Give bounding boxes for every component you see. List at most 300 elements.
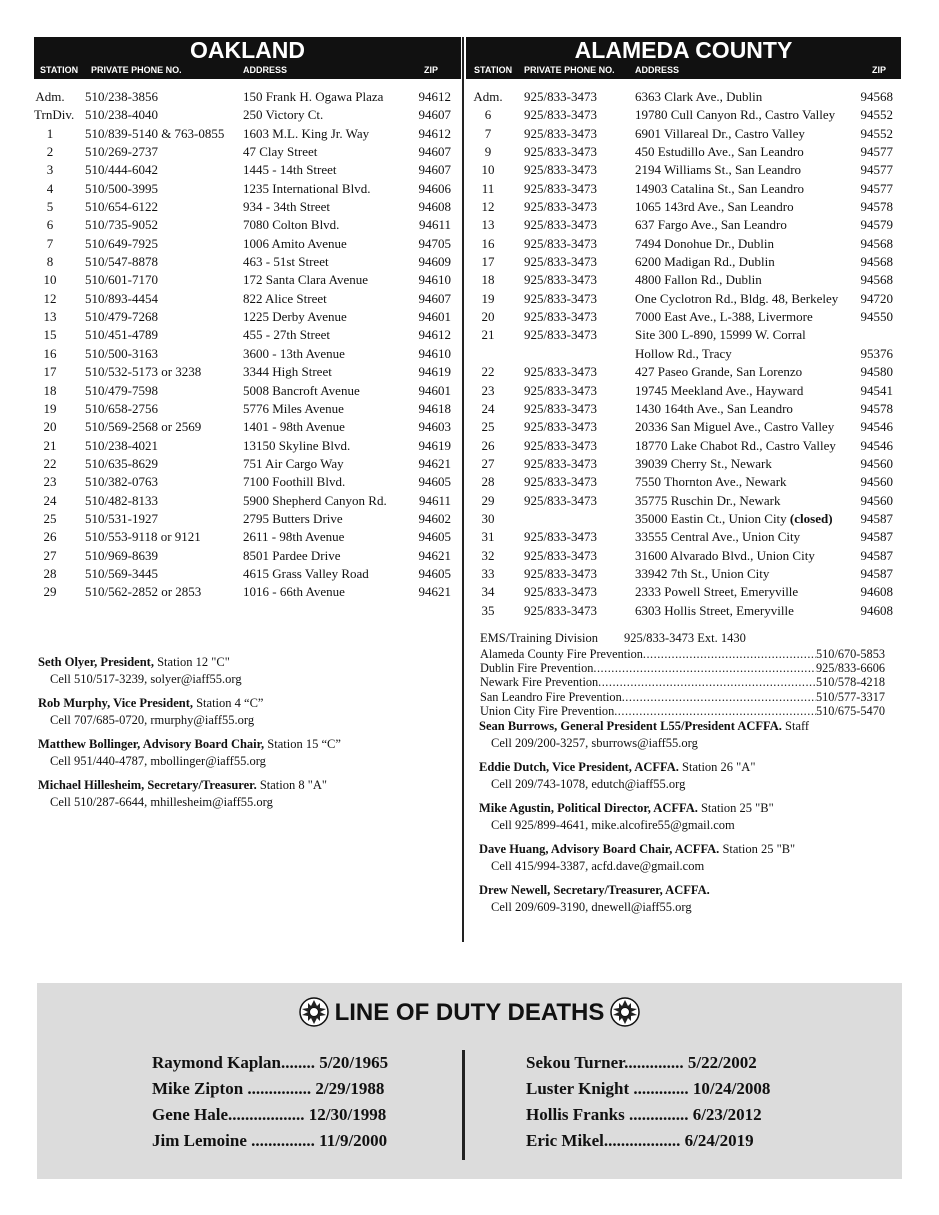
station-phone: 925/833-3473 <box>524 180 597 196</box>
fire-prevention-name: Union City Fire Prevention <box>480 703 615 718</box>
officer-name: Drew Newell, Secretary/Treasurer, ACFFA. <box>479 883 710 897</box>
address-text: 7550 Thornton Ave., Newark <box>635 474 787 490</box>
station-phone: 925/833-3473 <box>524 272 597 288</box>
oakland-officers <box>38 654 458 818</box>
station-address <box>243 180 370 198</box>
station-zip: 94705 <box>418 235 451 251</box>
station-address <box>635 290 838 308</box>
station-phone: 925/833-3473 <box>524 547 597 563</box>
station-number: 5 <box>46 199 54 215</box>
station-number: Adm. <box>473 89 503 104</box>
address-text: 5900 Shepherd Canyon Rd. <box>243 492 387 508</box>
oakland-col-address: ADDRESS <box>243 65 288 75</box>
station-number: TrnDiv. <box>34 107 75 123</box>
table-row <box>34 473 461 491</box>
officer-station: Station 25 "B" <box>697 801 774 815</box>
fire-prevention-phone: 510/670-5853 <box>816 647 885 661</box>
station-number: 12 <box>481 199 495 215</box>
table-row <box>34 235 461 253</box>
station-number: 16 <box>43 345 57 361</box>
lodd-entry: Jim Lemoine ............... 11/9/2000 <box>152 1131 388 1150</box>
alameda-station-table <box>466 88 901 620</box>
leader-dots <box>643 647 816 661</box>
table-row <box>34 510 461 528</box>
station-phone: 510/658-2756 <box>85 400 158 416</box>
address-text: 1235 International Blvd. <box>243 180 371 196</box>
station-zip: 94610 <box>418 272 451 288</box>
table-row <box>34 400 461 418</box>
lodd-entry: Luster Knight ............. 10/24/2008 <box>526 1079 771 1098</box>
address-text: 2795 Butters Drive <box>243 510 343 526</box>
station-phone: 925/833-3473 <box>524 107 597 123</box>
lodd-list-left <box>152 1050 388 1154</box>
station-number: 28 <box>481 474 495 490</box>
station-address <box>243 473 345 491</box>
lodd-entry: Sekou Turner.............. 5/22/2002 <box>526 1053 757 1072</box>
station-number: 33 <box>481 565 495 581</box>
table-row <box>466 161 901 179</box>
ems-label: EMS/Training Division <box>480 631 598 645</box>
station-address <box>243 547 340 565</box>
station-number: 16 <box>481 235 495 251</box>
station-number: 23 <box>481 382 495 398</box>
station-number: 27 <box>481 455 495 471</box>
station-phone: 510/969-8639 <box>85 547 158 563</box>
fire-prevention-list <box>480 647 885 718</box>
station-zip: 94587 <box>860 510 893 526</box>
station-number: 3 <box>46 162 54 178</box>
station-phone: 510/562-2852 or 2853 <box>85 584 202 600</box>
station-number: 13 <box>43 309 57 325</box>
station-address <box>635 106 835 124</box>
address-text: 19780 Cull Canyon Rd., Castro Valley <box>635 107 836 123</box>
station-address <box>243 418 345 436</box>
station-number: 21 <box>481 327 495 343</box>
station-address <box>635 583 798 601</box>
fire-prevention-row <box>480 647 885 661</box>
station-phone: 510/654-6122 <box>85 199 158 215</box>
address-text: 19745 Meekland Ave., Hayward <box>635 382 804 398</box>
oakland-header <box>34 37 461 79</box>
station-number: 18 <box>43 382 57 398</box>
station-number: 11 <box>481 180 495 196</box>
table-row <box>466 106 901 124</box>
station-phone: 510/553-9118 or 9121 <box>85 529 201 545</box>
station-phone: 925/833-3473 <box>524 364 597 380</box>
officer-contact: Cell 415/994-3387, acfd.dave@gmail.com <box>491 859 705 873</box>
officer-station: Staff <box>781 719 810 733</box>
table-row <box>34 547 461 565</box>
station-zip: 94608 <box>860 584 893 600</box>
column-divider <box>462 37 464 942</box>
station-address <box>635 180 804 198</box>
station-number: 13 <box>481 217 495 233</box>
address-text: 35775 Ruschin Dr., Newark <box>635 492 781 508</box>
station-zip: 94607 <box>418 290 451 306</box>
station-zip: 94568 <box>860 89 893 104</box>
station-address <box>635 363 802 381</box>
table-row <box>466 216 901 234</box>
officer-contact: Cell 209/743-1078, edutch@iaff55.org <box>491 777 686 791</box>
station-phone: 510/238-3856 <box>85 89 158 104</box>
table-row <box>34 418 461 436</box>
table-row <box>34 161 461 179</box>
station-phone: 925/833-3473 <box>524 565 597 581</box>
address-text: 7000 East Ave., L-388, Livermore <box>635 309 813 325</box>
alameda-col-zip: ZIP <box>872 65 887 75</box>
station-phone: 510/735-9052 <box>85 217 158 233</box>
station-zip: 94579 <box>860 217 893 233</box>
station-phone: 925/833-3473 <box>524 400 597 416</box>
station-phone: 925/833-3473 <box>524 235 597 251</box>
station-phone: 925/833-3473 <box>524 309 597 325</box>
station-address <box>635 161 801 179</box>
oakland-title: OAKLAND <box>190 37 305 63</box>
officer-title-line <box>479 718 899 735</box>
station-phone: 510/451-4789 <box>85 327 158 343</box>
station-phone: 510/500-3163 <box>85 345 158 361</box>
officer-title-line <box>38 695 458 712</box>
station-address <box>243 290 327 308</box>
station-address <box>635 271 762 289</box>
alameda-title: ALAMEDA COUNTY <box>574 37 793 63</box>
station-address <box>635 437 836 455</box>
address-text: 39039 Cherry St., Newark <box>635 455 772 471</box>
station-address <box>635 198 794 216</box>
station-number: 28 <box>43 565 57 581</box>
leader-dots <box>622 690 816 704</box>
station-number: 29 <box>43 584 57 600</box>
station-phone: 510/839-5140 & 763-0855 <box>85 125 225 141</box>
table-row <box>34 345 461 363</box>
address-text: 450 Estudillo Ave., San Leandro <box>635 144 804 160</box>
table-row <box>466 602 901 620</box>
address-text: 1225 Derby Avenue <box>243 309 347 325</box>
table-row <box>34 363 461 381</box>
table-row <box>466 583 901 601</box>
address-text: 463 - 51st Street <box>243 254 329 270</box>
station-zip: 94587 <box>860 565 893 581</box>
address-text: 5776 Miles Avenue <box>243 400 344 416</box>
address-text: 20336 San Miguel Ave., Castro Valley <box>635 419 835 435</box>
station-number: 22 <box>481 364 495 380</box>
station-phone: 925/833-3473 <box>524 144 597 160</box>
officer-title-line <box>479 882 899 899</box>
fire-prevention-name: San Leandro Fire Prevention <box>480 689 622 704</box>
lodd-entry: Gene Hale.................. 12/30/1998 <box>152 1105 387 1124</box>
lodd-entry: Hollis Franks .............. 6/23/2012 <box>526 1105 762 1124</box>
officer-name: Sean Burrows, General President L55/President ACFFA. <box>479 719 782 733</box>
table-row <box>466 547 901 565</box>
station-zip: 94608 <box>860 602 893 618</box>
station-zip: 94541 <box>860 382 893 398</box>
address-text: 6363 Clark Ave., Dublin <box>635 89 763 104</box>
station-number: 17 <box>481 254 495 270</box>
station-number: 18 <box>481 272 495 288</box>
station-address <box>635 235 774 253</box>
station-address <box>243 253 329 271</box>
ems-phone: 925/833-3473 Ext. 1430 <box>623 631 746 645</box>
station-number: 20 <box>43 419 57 435</box>
address-text: 1016 - 66th Avenue <box>243 584 345 600</box>
table-row <box>34 382 461 400</box>
address-text: 1065 143rd Ave., San Leandro <box>635 199 794 215</box>
station-phone: 925/833-3473 <box>524 290 597 306</box>
station-address <box>243 510 343 528</box>
maltese-cross-icon <box>299 997 329 1027</box>
station-zip: 94619 <box>418 364 451 380</box>
leader-dots <box>593 661 816 675</box>
oakland-station-table <box>34 88 461 602</box>
station-zip: 94560 <box>860 455 893 471</box>
station-zip: 94611 <box>418 217 451 233</box>
station-phone: 510/569-3445 <box>85 565 158 581</box>
station-number: 26 <box>481 437 495 453</box>
station-address <box>635 400 793 418</box>
table-row <box>466 180 901 198</box>
station-number: 19 <box>43 400 57 416</box>
table-row <box>466 143 901 161</box>
table-row <box>466 528 901 546</box>
station-phone: 925/833-3473 <box>524 199 597 215</box>
address-text: 4615 Grass Valley Road <box>243 565 369 581</box>
station-number: 10 <box>481 162 495 178</box>
station-number: 7 <box>484 125 492 141</box>
station-zip: 94610 <box>418 345 451 361</box>
lodd-divider <box>462 1050 465 1160</box>
maltese-cross-icon <box>610 997 640 1027</box>
address-text: 33942 7th St., Union City <box>635 565 770 581</box>
station-zip: 94605 <box>418 474 451 490</box>
station-phone: 925/833-3473 <box>524 474 597 490</box>
station-number: 6 <box>484 107 492 123</box>
officer-station: Station 15 “C” <box>264 737 341 751</box>
station-zip: 94552 <box>860 125 893 141</box>
station-address <box>243 528 344 546</box>
table-row <box>466 345 901 363</box>
station-zip: 94621 <box>418 455 451 471</box>
station-zip: 94577 <box>860 162 893 178</box>
table-row <box>34 106 461 124</box>
officer-name: Rob Murphy, Vice President, <box>38 696 193 710</box>
table-row <box>34 143 461 161</box>
station-phone: 925/833-3473 <box>524 89 597 104</box>
officer-contact: Cell 510/287-6644, mhillesheim@iaff55.org <box>50 795 273 809</box>
station-number: 27 <box>43 547 57 563</box>
station-zip: 94611 <box>418 492 451 508</box>
station-address <box>635 565 769 583</box>
station-address <box>635 143 804 161</box>
station-zip: 94577 <box>860 144 893 160</box>
officer-contact: Cell 925/899-4641, mike.alcofire55@gmail.com <box>491 818 735 832</box>
station-address <box>243 161 337 179</box>
officer-contact: Cell 510/517-3239, solyer@iaff55.org <box>50 672 242 686</box>
station-zip: 94601 <box>418 382 451 398</box>
address-text: 2333 Powell Street, Emeryville <box>635 584 799 600</box>
address-text: 35000 Eastin Ct., Union City <box>635 510 787 526</box>
table-row <box>466 308 901 326</box>
table-row <box>466 455 901 473</box>
station-number: 25 <box>43 510 57 526</box>
address-text: Site 300 L-890, 15999 W. Corral <box>635 327 806 343</box>
alameda-ems-section <box>480 630 885 718</box>
station-address <box>243 235 347 253</box>
table-row <box>466 418 901 436</box>
station-address <box>635 455 772 473</box>
leader-dots <box>614 704 816 718</box>
station-address <box>243 363 332 381</box>
address-text: 5008 Bancroft Avenue <box>243 382 360 398</box>
address-text: 1401 - 98th Avenue <box>243 419 345 435</box>
station-phone: 510/269-2737 <box>85 144 158 160</box>
station-phone: 510/238-4040 <box>85 107 158 123</box>
station-address <box>635 547 815 565</box>
fire-prevention-row <box>480 661 885 675</box>
station-phone: 510/635-8629 <box>85 455 158 471</box>
station-address <box>243 308 347 326</box>
station-phone: 510/547-8878 <box>85 254 158 270</box>
station-zip: 94568 <box>860 272 893 288</box>
station-zip: 94546 <box>860 437 893 453</box>
station-number: 23 <box>43 474 57 490</box>
station-zip: 94603 <box>418 419 451 435</box>
station-address <box>243 583 345 601</box>
station-zip: 94612 <box>418 327 451 343</box>
station-zip: 94619 <box>418 437 451 453</box>
table-row <box>466 326 901 344</box>
station-zip: 94587 <box>860 529 893 545</box>
address-text: 7080 Colton Blvd. <box>243 217 340 233</box>
station-phone: 925/833-3473 <box>524 125 597 141</box>
table-row <box>466 382 901 400</box>
station-zip: 94577 <box>860 180 893 196</box>
fire-prevention-name: Alameda County Fire Prevention <box>480 647 643 661</box>
station-number: 22 <box>43 455 57 471</box>
station-phone: 510/479-7598 <box>85 382 158 398</box>
table-row <box>34 565 461 583</box>
table-row <box>34 455 461 473</box>
station-address <box>243 437 350 455</box>
fire-prevention-phone: 925/833-6606 <box>816 661 885 676</box>
station-phone: 510/531-1927 <box>85 510 158 526</box>
officer-station: Station 25 "B" <box>719 842 796 856</box>
station-number: 7 <box>46 235 54 251</box>
station-number: 1 <box>46 125 54 141</box>
leader-dots <box>598 675 816 689</box>
station-address <box>243 345 345 363</box>
station-phone: 925/833-3473 <box>524 217 597 233</box>
station-zip: 95376 <box>860 345 893 361</box>
officer-name: Matthew Bollinger, Advisory Board Chair, <box>38 737 265 751</box>
address-text: 3600 - 13th Avenue <box>243 345 345 361</box>
station-address <box>635 345 732 363</box>
address-text: 3344 High Street <box>243 364 332 380</box>
station-zip: 94618 <box>418 400 451 416</box>
station-number: 10 <box>43 272 57 288</box>
table-row <box>34 180 461 198</box>
station-number: 35 <box>481 602 495 618</box>
officer-contact: Cell 951/440-4787, mbollinger@iaff55.org <box>50 754 266 768</box>
station-zip: 94605 <box>418 565 451 581</box>
station-address <box>243 271 368 289</box>
officer-title-line <box>38 777 458 794</box>
station-address <box>243 455 344 473</box>
station-address <box>243 492 387 510</box>
station-zip: 94720 <box>860 290 893 306</box>
officer-name: Michael Hillesheim, Secretary/Treasurer. <box>38 778 257 792</box>
station-phone: 925/833-3473 <box>524 437 597 453</box>
station-address <box>635 125 805 143</box>
table-row <box>466 565 901 583</box>
fire-prevention-phone: 510/675-5470 <box>816 703 885 718</box>
table-row <box>466 510 901 528</box>
table-row <box>466 88 901 106</box>
address-text: 7100 Foothill Blvd. <box>243 474 346 490</box>
table-row <box>466 125 901 143</box>
station-zip: 94560 <box>860 474 893 490</box>
officer-entry <box>38 654 458 688</box>
station-number: 19 <box>481 290 495 306</box>
officer-name: Seth Olyer, President, <box>38 655 154 669</box>
station-zip: 94580 <box>860 364 893 380</box>
table-row <box>34 308 461 326</box>
lodd-entry: Raymond Kaplan........ 5/20/1965 <box>152 1053 389 1072</box>
officer-station: Station 12 "C" <box>153 655 230 669</box>
officer-name: Eddie Dutch, Vice President, ACFFA. <box>479 760 679 774</box>
station-address <box>243 125 369 143</box>
oakland-col-zip: ZIP <box>424 65 439 75</box>
station-address <box>243 565 369 583</box>
table-row <box>34 583 461 601</box>
table-row <box>466 290 901 308</box>
station-zip: 94578 <box>860 400 893 416</box>
station-phone: 925/833-3473 <box>524 327 597 343</box>
table-row <box>34 216 461 234</box>
station-phone: 925/833-3473 <box>524 455 597 471</box>
station-number: 12 <box>43 290 57 306</box>
table-row <box>34 198 461 216</box>
table-row <box>466 363 901 381</box>
address-text: 250 Victory Ct. <box>243 107 324 123</box>
table-row <box>466 235 901 253</box>
officer-title-line <box>479 800 899 817</box>
line-of-duty-deaths-panel <box>37 983 902 1179</box>
fire-prevention-phone: 510/577-3317 <box>816 689 885 704</box>
station-phone: 510/569-2568 or 2569 <box>85 419 202 435</box>
table-row <box>34 88 461 106</box>
alameda-col-address: ADDRESS <box>635 65 680 75</box>
station-zip: 94612 <box>418 125 451 141</box>
address-text: 1445 - 14th Street <box>243 162 337 178</box>
station-address <box>635 418 834 436</box>
fire-prevention-phone: 510/578-4218 <box>816 675 885 690</box>
station-phone: 510/479-7268 <box>85 309 158 325</box>
lodd-entry: Mike Zipton ............... 2/29/1988 <box>152 1079 385 1098</box>
station-phone: 925/833-3473 <box>524 419 597 435</box>
station-zip: 94621 <box>418 584 451 600</box>
station-address <box>243 143 317 161</box>
table-row <box>466 437 901 455</box>
fire-prevention-row <box>480 704 885 718</box>
officer-entry <box>38 777 458 811</box>
table-row <box>34 125 461 143</box>
station-phone: 510/649-7925 <box>85 235 158 251</box>
station-phone: 925/833-3473 <box>524 529 597 545</box>
station-number: 29 <box>481 492 495 508</box>
officer-name: Mike Agustin, Political Director, ACFFA. <box>479 801 698 815</box>
station-address <box>635 528 800 546</box>
station-address <box>243 382 360 400</box>
